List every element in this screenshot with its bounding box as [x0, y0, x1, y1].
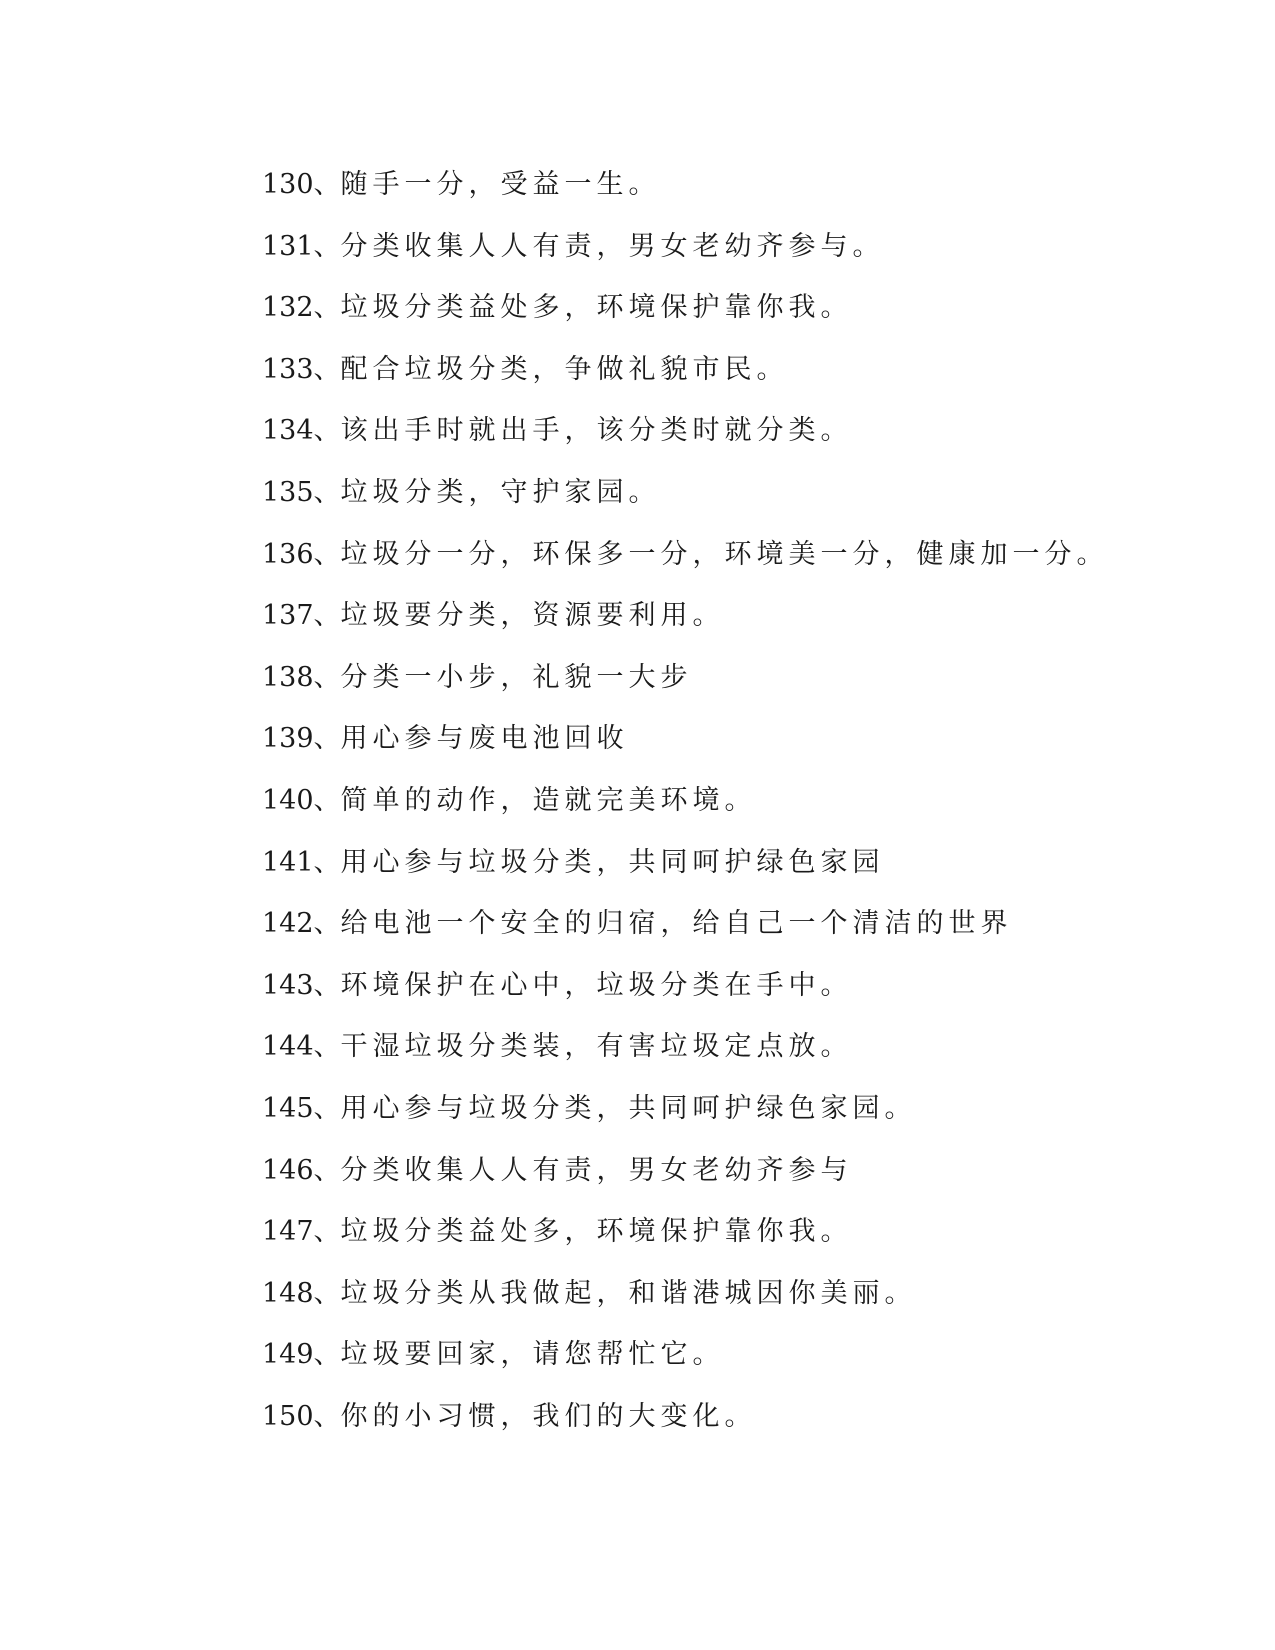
- slogan-item: [262, 1089, 1162, 1151]
- slogan-text: 用心参与废电池回收: [340, 723, 629, 755]
- slogan-item: [262, 719, 1162, 781]
- slogan-item: [262, 781, 1162, 843]
- slogan-item: [262, 1335, 1162, 1397]
- slogan-text: 干湿垃圾分类装，有害垃圾定点放。: [340, 1031, 853, 1063]
- slogan-number: 146、: [262, 1154, 341, 1186]
- slogan-item: [262, 966, 1162, 1028]
- slogan-item: [262, 658, 1162, 720]
- slogan-item: [262, 596, 1162, 658]
- slogan-text: 分类收集人人有责，男女老幼齐参与。: [340, 230, 885, 262]
- slogan-number: 142、: [262, 908, 341, 940]
- slogan-item: [262, 535, 1162, 597]
- slogan-item: [262, 227, 1162, 289]
- slogan-text: 环境保护在心中，垃圾分类在手中。: [340, 969, 853, 1001]
- slogan-text: 垃圾分类，守护家园。: [340, 476, 661, 508]
- slogan-item: [262, 1274, 1162, 1336]
- slogan-text: 垃圾要分类，资源要利用。: [340, 600, 725, 632]
- slogan-number: 139、: [262, 723, 341, 755]
- slogan-number: 136、: [262, 538, 341, 570]
- slogan-item: [262, 411, 1162, 473]
- slogan-item: [262, 473, 1162, 535]
- slogan-number: 130、: [262, 169, 341, 200]
- slogan-text: 分类收集人人有责，男女老幼齐参与: [340, 1154, 853, 1186]
- slogan-item: [262, 843, 1162, 905]
- slogan-text: 随手一分，受益一生。: [340, 169, 661, 200]
- slogan-text: 给电池一个安全的归宿，给自己一个清洁的世界: [340, 908, 1013, 940]
- slogan-number: 137、: [262, 600, 341, 632]
- slogan-number: 147、: [262, 1216, 341, 1248]
- slogan-number: 134、: [262, 415, 341, 447]
- slogan-text: 垃圾分类益处多，环境保护靠你我。: [340, 1216, 853, 1248]
- slogan-text: 垃圾分类从我做起，和谐港城因你美丽。: [340, 1277, 917, 1309]
- slogan-number: 148、: [262, 1277, 341, 1309]
- slogan-number: 144、: [262, 1031, 341, 1063]
- slogan-text: 简单的动作，造就完美环境。: [340, 784, 757, 816]
- slogan-number: 145、: [262, 1092, 341, 1124]
- slogan-item: [262, 350, 1162, 412]
- slogan-item: [262, 1151, 1162, 1213]
- slogan-item: [262, 1397, 1162, 1459]
- slogan-item: [262, 1212, 1162, 1274]
- slogan-number: 138、: [262, 661, 341, 693]
- slogan-number: 135、: [262, 476, 341, 508]
- slogan-text: 垃圾分类益处多，环境保护靠你我。: [340, 292, 853, 324]
- slogan-item: [262, 1027, 1162, 1089]
- slogan-item: [262, 165, 1162, 227]
- slogan-number: 141、: [262, 846, 341, 878]
- slogan-text: 用心参与垃圾分类，共同呵护绿色家园。: [340, 1092, 917, 1124]
- slogan-text: 分类一小步，礼貌一大步: [340, 661, 693, 693]
- slogan-number: 143、: [262, 969, 341, 1001]
- slogan-text: 该出手时就出手，该分类时就分类。: [340, 415, 853, 447]
- slogan-number: 150、: [262, 1400, 341, 1432]
- slogan-number: 132、: [262, 292, 341, 324]
- slogan-number: 140、: [262, 784, 341, 816]
- slogan-item: [262, 288, 1162, 350]
- slogan-number: 133、: [262, 353, 341, 385]
- slogan-number: 149、: [262, 1339, 341, 1371]
- slogan-text: 配合垃圾分类，争做礼貌市民。: [340, 353, 789, 385]
- slogan-number: 131、: [262, 230, 341, 262]
- slogan-text: 垃圾要回家，请您帮忙它。: [340, 1339, 725, 1371]
- slogan-list: [262, 165, 1162, 1458]
- slogan-text: 垃圾分一分，环保多一分，环境美一分，健康加一分。: [340, 538, 1109, 570]
- slogan-text: 用心参与垃圾分类，共同呵护绿色家园: [340, 846, 885, 878]
- slogan-text: 你的小习惯，我们的大变化。: [340, 1400, 757, 1432]
- slogan-item: [262, 904, 1162, 966]
